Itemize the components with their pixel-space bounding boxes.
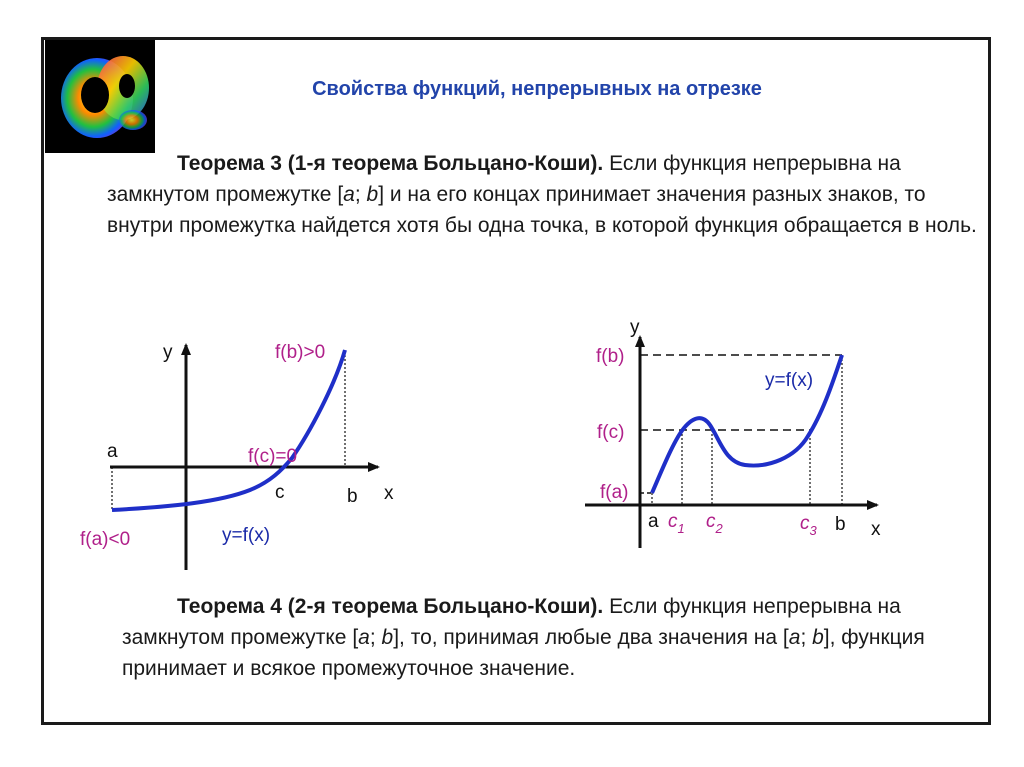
graph2-c2-label: $c_2$ [706,511,723,536]
graph1-b-label: b [347,486,358,507]
graph2-b-label: b [835,514,846,535]
graph2-c3-label: $c_3$ [800,513,817,538]
graph1-c-label: c [275,482,285,503]
graph1-y-label: y [163,342,173,363]
graph2-fb-label: f(b) [596,346,625,367]
graph2-fa-label: f(a) [600,482,629,503]
graph2-a-label: a [648,511,659,532]
slide-title: Свойства функций, непрерывных на отрезке [312,78,762,100]
graph2-y-label: y [630,317,640,338]
graph2-curve [652,355,842,493]
graph1-curve [112,350,345,510]
graph2-func-label: y=f(x) [765,370,814,391]
graph-2 [585,317,881,548]
theorem-3-heading: Теорема 3 (1-я теорема Больцано-Коши). [177,152,604,175]
theorem-3-paragraph: Теорема 3 (1-я теорема Больцано-Коши). Если функция непрерывна на замкнутом промежутке [a; b] и на его концах принимает значения разных знаков, то внутри промежутка найдется хотя бы одна точка, в которой функция обращается в ноль. [107,152,977,237]
graph2-c1-label: $c_1$ [668,511,685,536]
graph1-fb-label: f(b)>0 [275,342,326,363]
graph2-fc-label: f(c) [597,422,625,443]
theorem-4-paragraph: Теорема 4 (2-я теорема Больцано-Коши). Если функция непрерывна на замкнутом промежутке [a; b], то, принимая любые два значения на [a; b], функция принимает и всякое промежуточное значение. [122,595,925,680]
graph1-x-label: x [384,483,394,504]
graph-1 [80,342,394,570]
graph2-x-label: x [871,519,881,540]
graph1-func-label: y=f(x) [222,525,271,546]
graph1-fa-label: f(a)<0 [80,529,131,550]
graph1-fc-label: f(c)=0 [248,446,298,467]
theorem-4-heading: Теорема 4 (2-я теорема Больцано-Коши). [177,595,604,618]
graph1-a-label: a [107,441,118,462]
